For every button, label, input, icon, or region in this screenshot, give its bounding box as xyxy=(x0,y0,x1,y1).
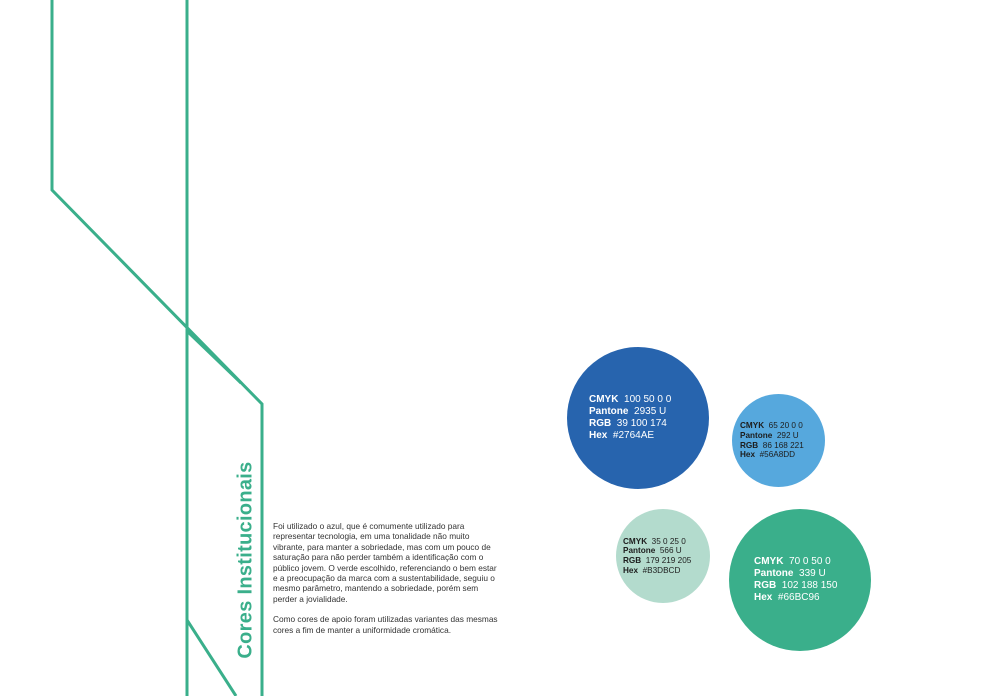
pantone-label: Pantone xyxy=(754,568,794,579)
hex-label: Hex xyxy=(740,450,756,460)
cmyk-value: 35 0 25 0 xyxy=(651,536,686,546)
pantone-value: 2935 U xyxy=(634,406,667,417)
swatch-light-blue xyxy=(732,394,825,487)
pantone-label: Pantone xyxy=(623,546,656,556)
rgb-label: RGB xyxy=(623,556,642,565)
rgb-value: 102 188 150 xyxy=(781,580,838,591)
hex-value: #2764AE xyxy=(612,430,655,441)
cmyk-value: 70 0 50 0 xyxy=(789,556,831,567)
cmyk-label: CMYK xyxy=(589,394,619,405)
connector-line xyxy=(187,331,241,383)
paragraph-1: Foi utilizado o azul, que é comumente utilizado para representar tecnologia, em uma tonalidade não muito vibrante, para manter a sobriedade, mas com um pouco de saturação para não perder também a identificação com o público jovem. O verde escolhido, referenciando o bem estar e a preocupação da marca com a sustentabilidade, seguiu o mesmo parâmetro, mantendo a sobriedade, porém sem perder a jovialidade. xyxy=(273,521,497,604)
pantone-value: 339 U xyxy=(799,568,826,579)
cmyk-value: 100 50 0 0 xyxy=(624,394,672,405)
hex-value: #56A8DD xyxy=(759,450,796,460)
paragraph-2: Como cores de apoio foram utilizadas variantes das mesmas cores a fim de manter a uniformidade cromática. xyxy=(273,614,498,635)
cmyk-label: CMYK xyxy=(623,536,648,546)
cmyk-label: CMYK xyxy=(754,556,784,567)
rgb-value: 86 168 221 xyxy=(762,440,804,450)
left-line xyxy=(52,0,262,696)
description-text xyxy=(273,521,499,645)
rgb-label: RGB xyxy=(740,440,759,450)
pantone-label: Pantone xyxy=(589,406,629,417)
hex-label: Hex xyxy=(589,430,608,441)
hex-value: #66BC96 xyxy=(777,592,820,603)
hex-label: Hex xyxy=(623,565,639,575)
rgb-value: 39 100 174 xyxy=(616,418,667,429)
rgb-value: 179 219 205 xyxy=(645,556,692,565)
cmyk-value: 65 20 0 0 xyxy=(768,421,803,431)
swatch-primary-green xyxy=(729,509,871,651)
hex-value: #B3DBCD xyxy=(642,565,681,575)
pantone-value: 292 U xyxy=(776,430,799,440)
pantone-value: 566 U xyxy=(659,546,682,556)
page-title: Cores Institucionais xyxy=(234,461,257,659)
swatch-primary-blue xyxy=(567,347,709,489)
swatch-light-green xyxy=(616,509,710,603)
rgb-label: RGB xyxy=(754,580,777,591)
hex-label: Hex xyxy=(754,592,773,603)
inner-line xyxy=(187,331,236,696)
rgb-label: RGB xyxy=(589,418,612,429)
cmyk-label: CMYK xyxy=(740,421,765,431)
pantone-label: Pantone xyxy=(740,430,773,440)
